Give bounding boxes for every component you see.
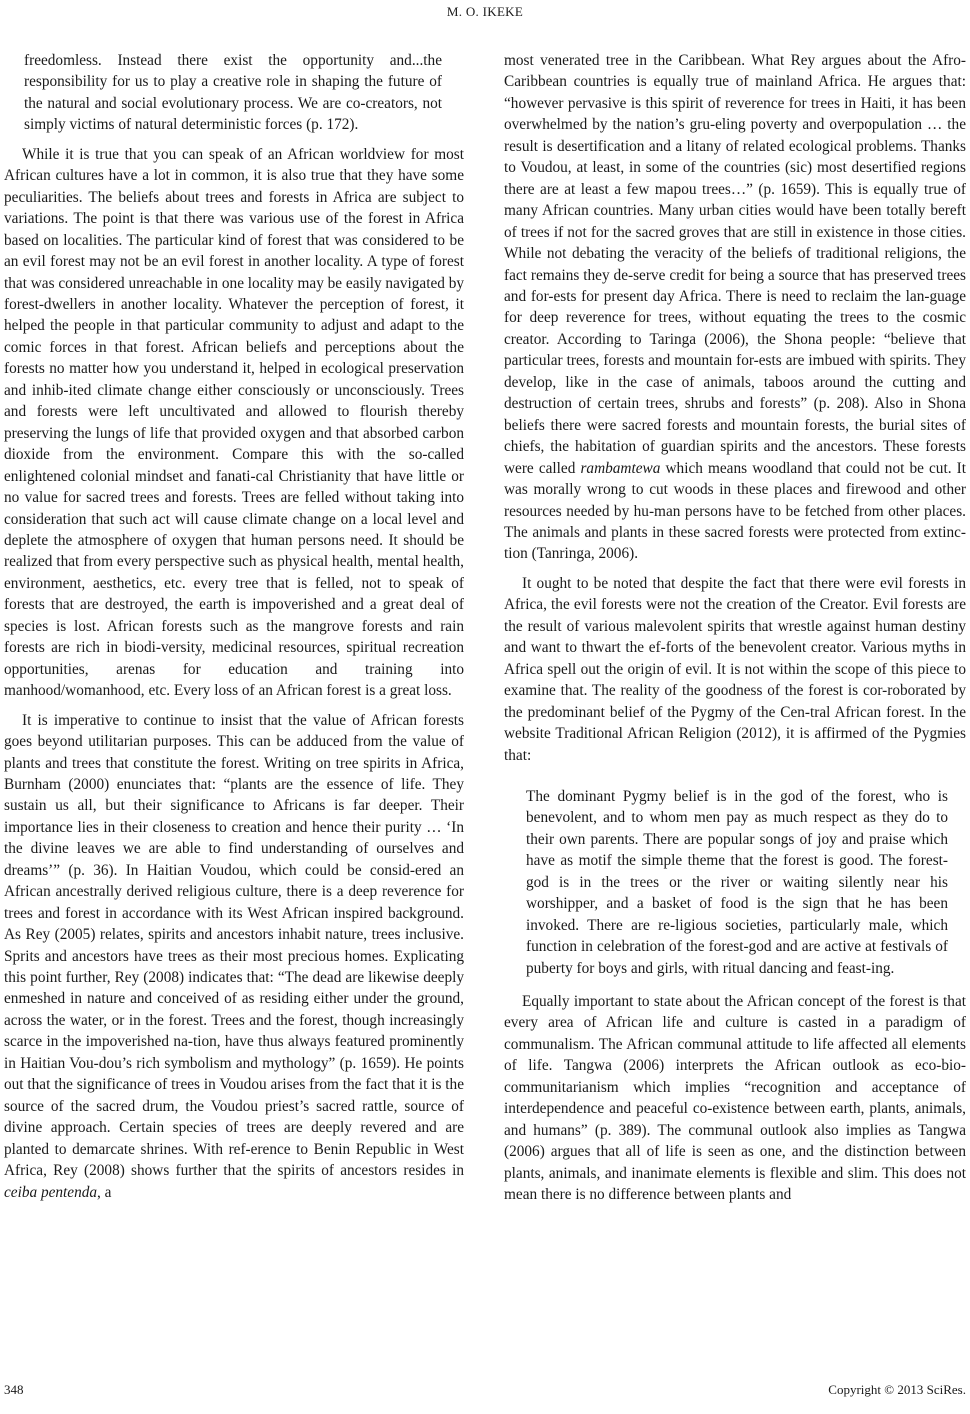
- running-head: M. O. IKEKE: [446, 4, 524, 19]
- block-quote-continuation: freedomless. Instead there exist the opportunity and...the responsibility for us to play a creative role in shaping the future of the natural and social evolutionary process. We are co-creators, not simply victims of natural deterministic forces (p. 172).: [24, 52, 442, 134]
- copyright-notice: Copyright © 2013 SciRes.: [828, 1382, 966, 1397]
- right-column: [504, 50, 966, 1370]
- paragraph-text: , a: [97, 1183, 112, 1201]
- paragraph: [4, 710, 464, 1203]
- paragraph: Equally important to state about the African concept of the forest is that every area of African life and culture is casted in a paradigm of communalism. The African communal attitude to life affected all elements of life. Tangwa (2006) interprets the African outlook as eco-bio-communitarianism which implies “recognition and acceptance of interdependence and peaceful co-existence between earth, plants, animals, and humans” (p. 389). The communal outlook also implies as Tangwa (2006) argues that all of life is seen as one, and the distinction between plants, animals, and inanimate elements is flexible and slim. This does not mean there is no difference between plants and: [504, 993, 966, 1204]
- paragraph: It ought to be noted that despite the fact that there were evil forests in Africa, the evil forests were not the creation of the Creator. Evil forests are the result of various malevolent spirits that wrestle against human destiny and want to thwart the ef-forts of the benevolent creator. Various myths in Africa spell out the origin of evil. It is not within the scope of this piece to examine that. The reality of the goodness of the forest is cor-roborated by the predominant belief of the Pygmy of the Cen-tral African forest. In the website Traditional African Religion (2012), it is affirmed of the Pygmies that:: [504, 574, 966, 764]
- left-column: [4, 50, 464, 1370]
- paragraph-text: which means woodland that could not be cut. It was morally wrong to cut woods in these places and firewood and other resources needed by hu-man persons have to be fetched from other places. The animals and plants in these sacred forests were protected from extinc-tion (Tanringa, 2006).: [504, 459, 966, 563]
- term-rambamtewa: rambamtewa: [580, 459, 661, 477]
- paragraph: While it is true that you can speak of an African worldview for most African cultures have a lot in common, it is also true that they have some peculiarities. The beliefs about trees and forests in Africa are subject to variations. The point is that there was various use of the forest in Africa based on localities. The particular kind of forest that was considered to be an evil forest may not be an evil forest in another locality. A type of forest that was considered unreachable in one locality may be easily navigated by forest-dwellers in another locality. Whatever the perception of forest, it helped the people in that particular community to adjust and adapt to the comic forces in that forest. African beliefs and perceptions about the forests no matter how you understand it, helped in ecological preservation and inhib-ited climate change either consciously or unconsciously. Trees and forests were left uncultivated and allowed to flourish thereby preserving the lungs of life that provided oxygen and that absorbed carbon dioxide from the environment. Compare this with the so-called enlightened colonial mindset and fanati-cal Christianity that have little or no value for sacred trees and forests. Trees are felled without taking into consideration that such act will cause climate change on a local level and deplete the atmosphere of oxygen that human persons need. It should be realized that from every perspective such as physical health, mental health, environment, aesthetics, etc. every tree that is felled, not to speak of forests that are destroyed, the earth is impoverished and a great deal of species is lost. African forests such as the mangrove forests and rain forests are rich in biodi-versity, medicinal resources, spiritual recreation opportunities, arenas for education and training into manhood/womanhood, etc. Every loss of an African forest is a great loss.: [4, 145, 464, 700]
- paragraph-text: most venerated tree in the Caribbean. What Rey argues about the Afro-Caribbean countries is equally true of mainland Africa. He argues that: “however pervasive is this spirit of reverence for trees in Haiti, it has been overwhelmed by the nation’s gru-eling poverty and overpopulation … the result is desertification and a litany of related ecological problems. Thanks to Voudou, at least, in some of the countries (sic) most desertified regions there are at least a few mapou trees…” (p. 1659). This is equally true of many African countries. Many urban cities would have been totally bereft of trees if not for the sacred groves that are still in existence in those cities. While not debating the veracity of the beliefs of traditional religions, the fact remains they de-serve credit for being a source that has preserved trees and for-ests for present day Africa. There is need to reclaim the lan-guage for deep reverence for trees, without equating the trees to the cosmic creator. According to Taringa (2006), the Shona people: “believe that particular trees, forests and mountain for-ests are imbued with spirits. They develop, like in the case of animals, taboos around the cutting and destruction of certain trees, shrubs and forests” (p. 208). Also in Shona beliefs there were sacred forests and mountain forests, the burial sites of chiefs, the habitation of guardian spirits and the ancestors. These forests were called: [504, 52, 966, 477]
- paragraph: [504, 50, 966, 565]
- species-name: ceiba pentenda: [4, 1183, 98, 1201]
- page-number: 348: [4, 1382, 24, 1397]
- block-quote: The dominant Pygmy belief is in the god of the forest, who is benevolent, and to whom men pay as much respect as they do to their own parents. There are popular songs of joy and praise which have as motif the simple theme that the forest is good. The forest-god is in the trees or the river or waiting silently near his worshipper, and a basket of food is the sign that he has been invoked. There are re-ligious societies, particularly male, which function in celebration of the forest-god and are active at festivals of puberty for boys and girls, with ritual dancing and feast-ing.: [526, 787, 948, 977]
- paragraph-text: It is imperative to continue to insist that the value of African forests goes beyond utilitarian purposes. This can be adduced from the value of plants and trees that constitute the forest. Writing on tree spirits in Africa, Burnham (2000) enunciates that: “plants are the essence of life. They sustain us all, but their significance to Africans is far deeper. Their importance lies in their closeness to creation and hence their purity … ‘In the divine leaves we are able to find understanding of ourselves and dreams’” (p. 36). In Haitian Voudou, which could be consid-ered an African ancestrally derived religious culture, there is a deep reverence for trees and forest in accordance with its West African inspired background. As Rey (2005) relates, spirits and ancestors inhabit nature, trees inclusive. Sprits and ancestors have trees as their most precious homes. Explicating this point further, Rey (2008) indicates that: “The dead are likewise deeply enmeshed in nature and conceived of as residing either under the ground, across the water, or in the forest. Trees and the forest, though increasingly scarce in the impoverished na-tion, have thus always featured prominently in Haitian Vou-dou’s rich symbolism and mythology” (p. 1659). He points out that the significance of trees in Voudou arises from the fact that it is the source of the sacred drum, the Voudou priest’s sacred rattle, source of divine approach. Certain species of trees are deeply revered and are planted to demarcate shrines. With ref-erence to Benin Republic in West Africa, Rey (2008) shows further that the spirits of ancestors resides in: [4, 711, 464, 1180]
